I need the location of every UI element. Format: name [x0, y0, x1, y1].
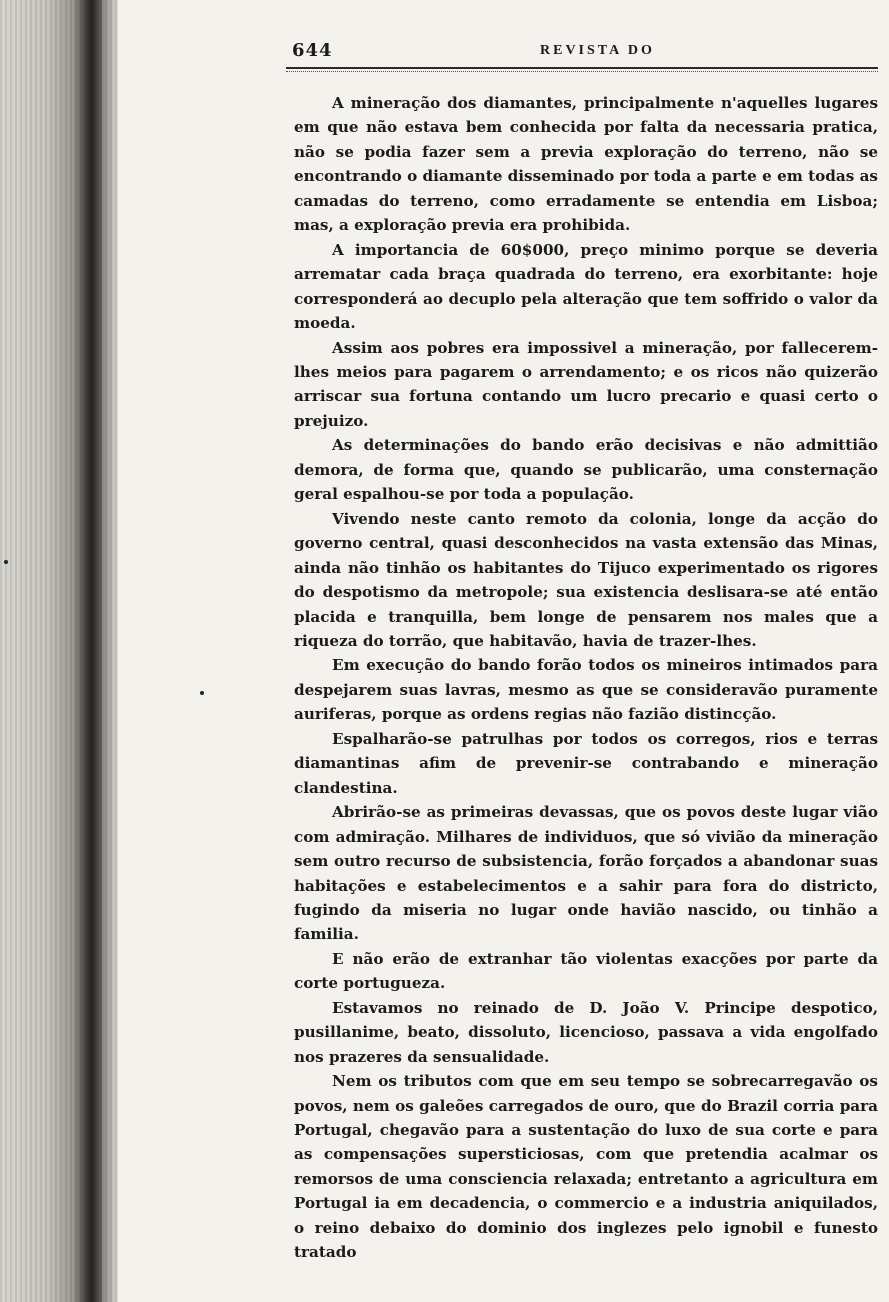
- binding-shadow: [84, 0, 102, 1302]
- paragraph: Assim aos pobres era impossivel a mineração, por fallecerem-lhes meios para pagarem o arrendamento; e os ricos não quizerão arriscar sua fortuna contando um lucro precario e quasi certo o prejuizo.: [294, 338, 878, 430]
- header-rule: [286, 67, 878, 69]
- scan-speck: [200, 691, 204, 695]
- running-head: REVISTA DO: [540, 43, 655, 58]
- page-number: 644: [292, 40, 333, 61]
- paragraph: E não erão de extranhar tão violentas exacções por parte da corte portugueza.: [294, 949, 878, 993]
- paragraph: Abrirão-se as primeiras devassas, que os povos deste lugar vião com admiração. Milhares de individuos, que só vivião da mineração sem outro recurso de subsistencia, forão forçados a abandonar suas habitações e estabelecimentos e a sahir para fora do districto, fugindo da miseria no lugar onde havião nascido, ou tinhão a familia.: [294, 803, 878, 944]
- paragraph: Vivendo neste canto remoto da colonia, longe da acção do governo central, quasi desconhecidos na vasta extensão das Minas, ainda não tinhão os habitantes do Tijuco experimentado os rigores do despotismo da metropole; sua existencia deslisara-se até então placida e tranquilla, bem longe de pensarem nos males que a riqueza do torrão, que habitavão, havia de trazer-lhes.: [294, 509, 878, 650]
- paragraph: A importancia de 60$000, preço minimo porque se deveria arrematar cada braça quadrada do terreno, era exorbitante: hoje corresponderá ao decuplo pela alteração que tem soffrido o valor da moeda.: [294, 240, 878, 333]
- page-header: [292, 40, 876, 64]
- paragraph: As determinações do bando erão decisivas e não admittião demora, de forma que, quando se publicarão, uma consternação geral espalhou-se por toda a população.: [294, 436, 878, 504]
- paragraph: Nem os tributos com que em seu tempo se sobrecarregavão os povos, nem os galeões carregados de ouro, que do Brazil corria para Portugal, chegavão para a sustentação do luxo de sua corte e para as compensações supersticiosas, com que pretendia acalmar os remorsos de uma consciencia relaxada; entretanto a agricultura em Portugal ia em decadencia, o commercio e a industria aniquilados, o reino debaixo do dominio dos inglezes pelo ignobil e funesto tratado: [294, 1072, 878, 1262]
- paragraph: Em execução do bando forão todos os mineiros intimados para despejarem suas lavras, mesmo as que se consideravão puramente auriferas, porque as ordens regias não fazião distincção.: [294, 656, 878, 724]
- paragraph: Espalharão-se patrulhas por todos os corregos, rios e terras diamantinas afim de prevenir-se contrabando e mineração clandestina.: [294, 729, 878, 797]
- body-text: [294, 91, 878, 1265]
- paragraph: Estavamos no reinado de D. João V. Principe despotico, pusillanime, beato, dissoluto, licencioso, passava a vida engolfado nos prazeres da sensualidade.: [294, 998, 878, 1066]
- paragraph: A mineração dos diamantes, principalmente n'aquelles lugares em que não estava bem conhecida por falta da necessaria pratica, não se podia fazer sem a previa exploração do terreno, não se encontrando o diamante disseminado por toda a parte e em todas as camadas do terreno, como erradamente se entendia em Lisboa; mas, a exploração previa era prohibida.: [294, 94, 878, 235]
- scan-speck: [4, 560, 8, 564]
- header-rule-dotted: [286, 71, 878, 72]
